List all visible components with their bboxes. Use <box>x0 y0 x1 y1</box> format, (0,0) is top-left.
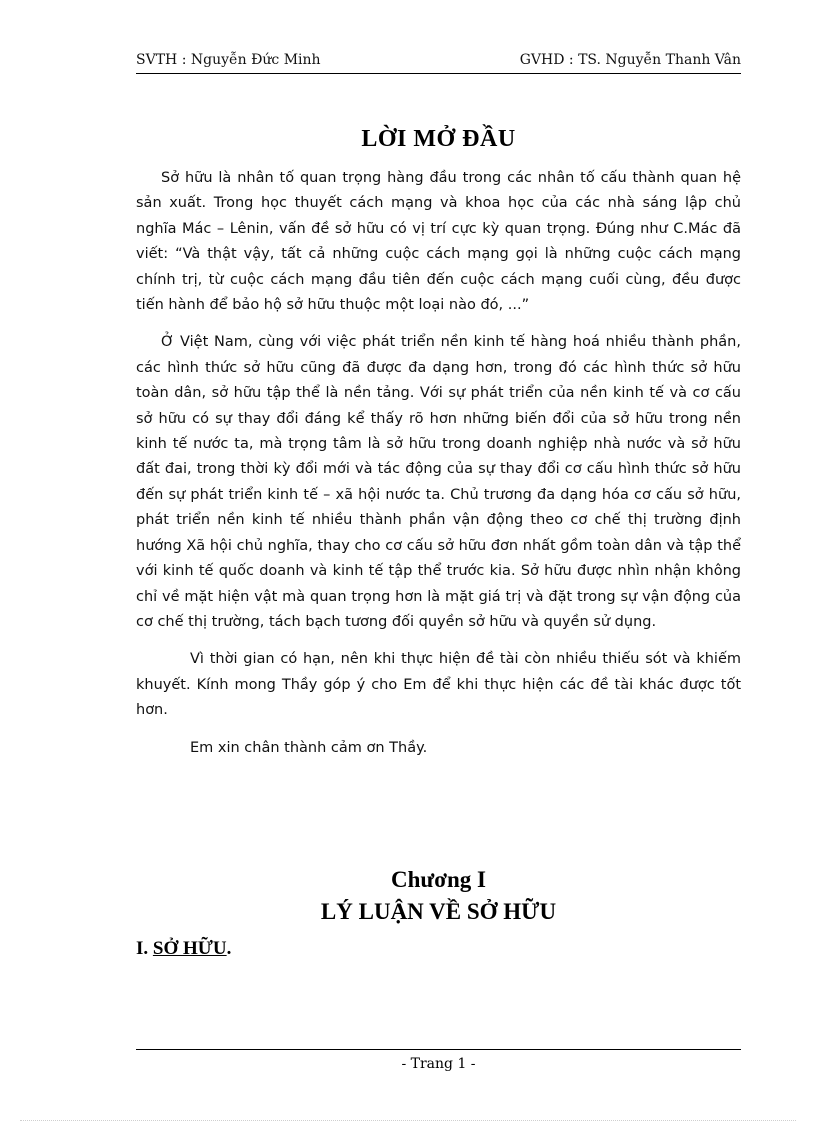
header-rule <box>136 73 741 74</box>
paragraph-2: Ở Việt Nam, cùng với việc phát triển nền kinh tế hàng hoá nhiều thành phần, các hình thức sở hữu cũng đã được đa dạng hơn, trong đó các hình thức sở hữu toàn dân, sở hữu tập thể là nền tảng. Với sự phát triển của nền kinh tế và cơ cấu sở hữu có sự thay đổi đáng kể thấy rõ hơn những biến đổi của sở hữu trong nền kinh tế nước ta, mà trọng tâm là sở hữu trong doanh nghiệp nhà nước và sở hữu đất đai, trong thời kỳ đổi mới và tác động của sự thay đổi cơ cấu hình thức sở hữu đến sự phát triển kinh tế – xã hội nước ta. Chủ trương đa dạng hóa cơ cấu sở hữu, phát triển nền kinh tế nhiều thành phần vận động theo cơ chế thị trường định hướng Xã hội chủ nghĩa, thay cho cơ cấu sở hữu đơn nhất gồm toàn dân và tập thể với kinh tế quốc doanh và kinh tế tập thể trước kia. Sở hữu được nhìn nhận không chỉ về mặt hiện vật mà quan trọng hơn là mặt giá trị và đặt trong sự vận động của cơ chế thị trường, tách bạch tương đối quyền sở hữu và quyền sử dụng. <box>136 334 741 630</box>
paragraph-3: Vì thời gian có hạn, nên khi thực hiện đề tài còn nhiều thiếu sót và khiếm khuyết. Kính mong Thầy góp ý cho Em để khi thực hiện các đề tài khác được tốt hơn. <box>136 651 741 719</box>
page-header <box>136 52 741 72</box>
header-student: SVTH : Nguyễn Đức Minh <box>136 52 321 68</box>
page-number: - Trang 1 - <box>401 1056 476 1072</box>
page-title: LỜI MỞ ĐẦU <box>361 126 516 152</box>
thanks-line: Em xin chân thành cảm ơn Thầy. <box>190 739 428 756</box>
paragraph-1: Sở hữu là nhân tố quan trọng hàng đầu trong các nhân tố cấu thành quan hệ sản xuất. Trong học thuyết cách mạng và khoa học của các nhà sáng lập chủ nghĩa Mác – Lênin, vấn đề sở hữu có vị trí cực kỳ quan trọng. Đúng như C.Mác đã viết: “Và thật vậy, tất cả những cuộc cách mạng gọi là những cuộc cách mạng chính trị, từ cuộc cách mạng đầu tiên đến cuộc cách mạng cuối cùng, đều được tiến hành để bảo hộ sở hữu thuộc một loại nào đó, ...” <box>136 170 741 314</box>
page-edge-divider <box>20 1120 796 1121</box>
section-suffix: . <box>226 938 232 959</box>
body-text <box>136 166 741 773</box>
section-title: SỞ HỮU <box>152 938 227 959</box>
chapter-heading <box>136 864 741 928</box>
section-heading <box>136 938 231 960</box>
header-supervisor: GVHD : TS. Nguyễn Thanh Vân <box>519 52 741 68</box>
footer-rule <box>136 1049 741 1050</box>
chapter-label: Chương I <box>391 867 486 892</box>
section-number: I. <box>136 938 153 959</box>
chapter-title: LÝ LUẬN VỀ SỞ HỮU <box>320 899 557 924</box>
